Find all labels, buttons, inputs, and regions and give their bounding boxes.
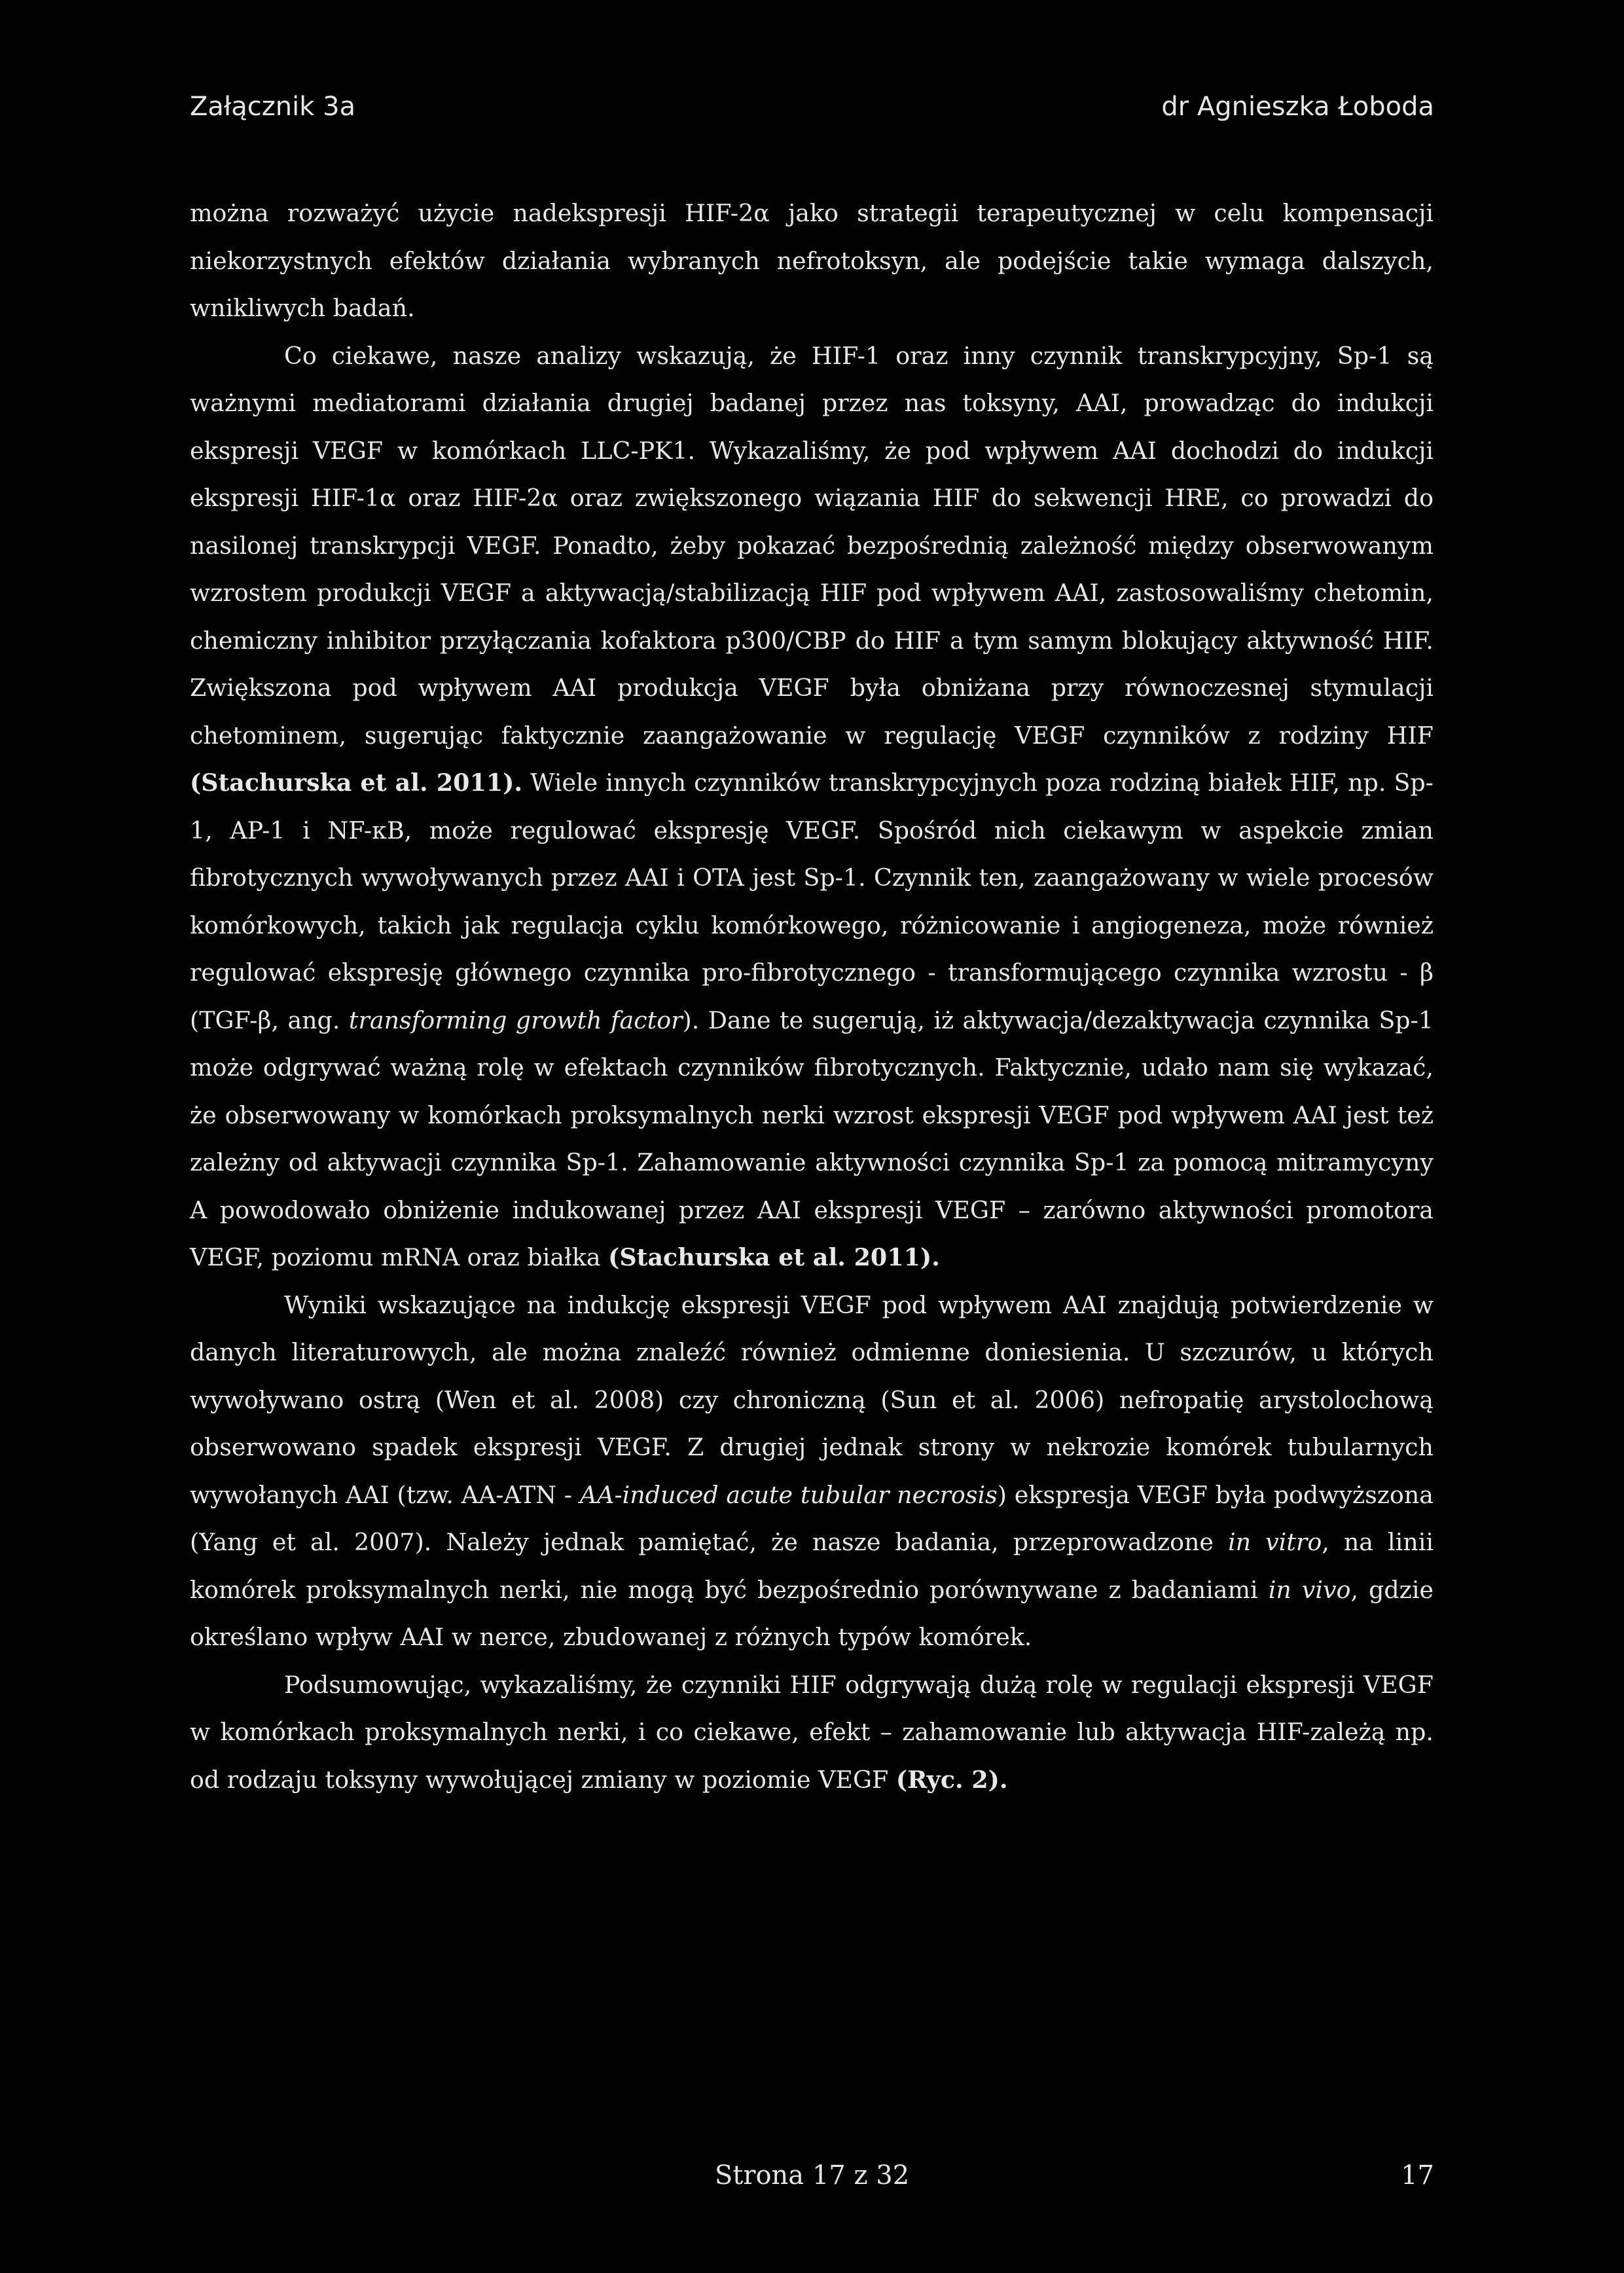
paragraph-3-text-e: , na linii komórek proksymalnych nerki, nie mogą być bezpośrednio porównywane z badaniami (190, 1528, 1434, 1604)
paragraph-2-text-a: Co ciekawe, nasze analizy wskazują, że HIF-1 oraz inny czynnik transkrypcyjny, Sp-1 są ważnymi mediatorami działania drugiej badanej przez nas toksyny, AAI, prowadząc do indukcji ekspresji VEGF w komórkach LLC-PK1. Wykazaliśmy, że pod wpływem AAI dochodzi do indukcji ekspresji HIF-1α oraz HIF-2α oraz zwiększonego wiązania HIF do sekwencji HRE, co prowadzi do nasilonej transkrypcji VEGF. Ponadto, żeby pokazać bezpośrednią zależność między obserwowanym wzrostem produkcji VEGF a aktywacją/stabilizacją HIF pod wpływem AAI, zastosowaliśmy chetomin, chemiczny inhibitor przyłączania kofaktora p300/CBP do HIF a tym samym blokujący aktywność HIF. Zwiększona pod wpływem AAI produkcja VEGF była obniżana przy równoczesnej stymulacji chetominem, sugerując faktycznie zaangażowanie w regulację VEGF czynników z rodziny HIF (190, 341, 1434, 750)
paragraph-4-text-a: Podsumowując, wykazaliśmy, że czynniki HIF odgrywają dużą rolę w regulacji ekspresji VEGF w komórkach proksymalnych nerki, i co ciekawe, efekt – zahamowanie lub aktywacja HIF-zależą np. od rodzaju toksyny wywołującej zmiany w poziomie VEGF (190, 1670, 1434, 1794)
citation-stachurska-1: (Stachurska et al. 2011). (190, 769, 523, 797)
paragraph-2 (190, 333, 1434, 1282)
term-in-vivo: in vivo (1268, 1575, 1351, 1604)
paragraph-1: można rozważyć użycie nadekspresji HIF-2α jako strategii terapeutycznej w celu kompensacji niekorzystnych efektów działania wybranych nefrotoksyn, ale podejście takie wymaga dalszych, wnikliwych badań. (190, 199, 1434, 322)
paragraph-2-text-e: ). Dane te sugerują, iż aktywacja/dezaktywacja czynnika Sp-1 może odgrywać ważną rolę w efektach czynników fibrotycznych. Faktycznie, udało nam się wykazać, że obserwowany w komórkach proksymalnych nerki wzrost ekspresji VEGF pod wpływem AAI jest też zależny od aktywacji czynnika Sp-1. Zahamowanie aktywności czynnika Sp-1 za pomocą mitramycyny A powodowało obniżenie indukowanej przez AAI ekspresji VEGF – zarówno aktywności promotora VEGF, poziomu mRNA oraz białka (190, 1006, 1434, 1271)
figure-reference: (Ryc. 2). (895, 1765, 1008, 1794)
paragraph-2-text-c: Wiele innych czynników transkrypcyjnych poza rodziną białek HIF, np. Sp-1, AP-1 i NF-κB, może regulować ekspresję VEGF. Spośród nich ciekawym w aspekcie zmian fibrotycznych wywoływanych przez AAI i OTA jest Sp-1. Czynnik ten, zaangażowany w wiele procesów komórkowych, takich jak regulacja cyklu komórkowego, różnicowanie i angiogeneza, może również regulować ekspresję głównego czynnika pro-fibrotycznego - transformującego czynnika wzrostu - β (TGF-β, ang. (190, 769, 1434, 1034)
citation-stachurska-2: (Stachurska et al. 2011). (608, 1243, 940, 1271)
term-aa-atn: AA-induced acute tubular necrosis (579, 1480, 998, 1509)
footer-page-number: 17 (1401, 2160, 1434, 2191)
term-in-vitro: in vitro (1228, 1528, 1322, 1556)
document-body (190, 190, 1434, 1804)
paragraph-3 (190, 1282, 1434, 1662)
header-right: dr Agnieszka Łoboda (1161, 92, 1434, 122)
header-left: Załącznik 3a (190, 92, 356, 122)
paragraph-4 (190, 1662, 1434, 1804)
term-transforming-growth-factor: transforming growth factor (348, 1006, 683, 1034)
paragraph-3-text-c: ) ekspresja VEGF była podwyższona (Yang et al. 2007). Należy jednak pamiętać, że nasze badania, przeprowadzone (190, 1480, 1434, 1556)
paragraph-3-text-a: Wyniki wskazujące na indukcję ekspresji VEGF pod wpływem AAI znajdują potwierdzenie w danych literaturowych, ale można znaleźć również odmienne doniesienia. U szczurów, u których wywoływano ostrą (Wen et al. 2008) czy chroniczną (Sun et al. 2006) nefropatię arystolochową obserwowano spadek ekspresji VEGF. Z drugiej jednak strony w nekrozie komórek tubularnych wywołanych AAI (tzw. AA-ATN - (190, 1290, 1434, 1509)
paragraph-3-text-g: , gdzie określano wpływ AAI w nerce, zbudowanej z różnych typów komórek. (190, 1575, 1434, 1651)
footer-page-label: Strona 17 z 32 (714, 2160, 910, 2191)
